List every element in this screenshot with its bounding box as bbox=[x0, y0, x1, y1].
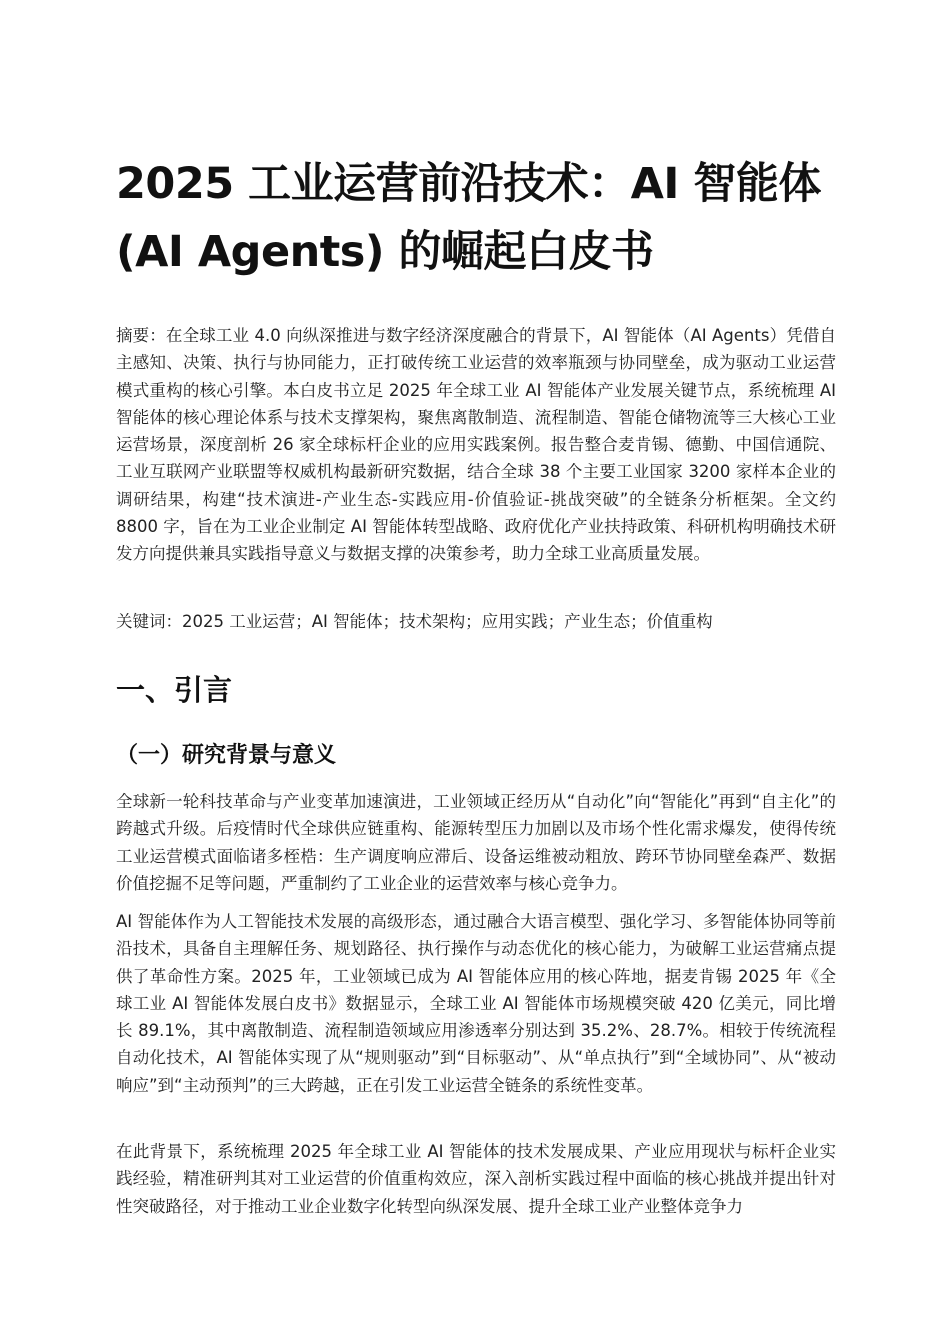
abstract-paragraph: 摘要：在全球工业 4.0 向纵深推进与数字经济深度融合的背景下，AI 智能体（AI Agents）凭借自主感知、决策、执行与协同能力，正打破传统工业运营的效率瓶颈与协同壁垒，成为驱动工业运营模式重构的核心引擎。本白皮书立足 2025 年全球工业 AI 智能体产业发展关键节点，系统梳理 AI 智能体的核心理论体系与技术支撑架构，聚焦离散制造、流程制造、智能仓储物流等三大核心工业运营场景，深度剖析 26 家全球标杆企业的应用实践案例。报告整合麦肯锡、德勤、中国信通院、工业互联网产业联盟等权威机构最新研究数据，结合全球 38 个主要工业国家 3200 家样本企业的调研结果，构建“技术演进-产业生态-实践应用-价值验证-挑战突破”的全链条分析框架。全文约 8800 字，旨在为工业企业制定 AI 智能体转型战略、政府优化产业扶持政策、科研机构明确技术研发方向提供兼具实践指导意义与数据支撑的决策参考，助力全球工业高质量发展。 bbox=[116, 326, 836, 564]
body-paragraph: 全球新一轮科技革命与产业变革加速演进，工业领域正经历从“自动化”向“智能化”再到“自主化”的跨越式升级。后疫情时代全球供应链重构、能源转型压力加剧以及市场个性化需求爆发，使得传统工业运营模式面临诸多桎梏：生产调度响应滞后、设备运维被动粗放、跨环节协同壁垒森严、数据价值挖掘不足等问题，严重制约了工业企业的运营效率与核心竞争力。 bbox=[116, 792, 836, 893]
body-paragraph: 在此背景下，系统梳理 2025 年全球工业 AI 智能体的技术发展成果、产业应用现状与标杆企业实践经验，精准研判其对工业运营的价值重构效应，深入剖析实践过程中面临的核心挑战并提出针对性突破路径，对于推动工业企业数字化转型向纵深发展、提升全球工业产业整体竞争力 bbox=[116, 1142, 836, 1216]
document-title: 2025 工业运营前沿技术：AI 智能体 (AI Agents) 的崛起白皮书 bbox=[116, 159, 821, 277]
subsection-heading-background: （一）研究背景与意义 bbox=[116, 743, 337, 768]
section-heading-introduction: 一、引言 bbox=[116, 673, 233, 707]
body-paragraph: AI 智能体作为人工智能技术发展的高级形态，通过融合大语言模型、强化学习、多智能体协同等前沿技术，具备自主理解任务、规划路径、执行操作与动态优化的核心能力，为破解工业运营痛点提供了革命性方案。2025 年，工业领域已成为 AI 智能体应用的核心阵地，据麦肯锡 2025 年《全球工业 AI 智能体发展白皮书》数据显示，全球工业 AI 智能体市场规模突破 420 亿美元，同比增长 89.1%，其中离散制造、流程制造领域应用渗透率分别达到 35.2%、28.7%。相较于传统流程自动化技术，AI 智能体实现了从“规则驱动”到“目标驱动”、从“单点执行”到“全域协同”、从“被动响应”到“主动预判”的三大跨越，正在引发工业运营全链条的系统性变革。 bbox=[116, 912, 836, 1095]
keywords-line: 关键词：2025 工业运营；AI 智能体；技术架构；应用实践；产业生态；价值重构 bbox=[116, 612, 713, 631]
